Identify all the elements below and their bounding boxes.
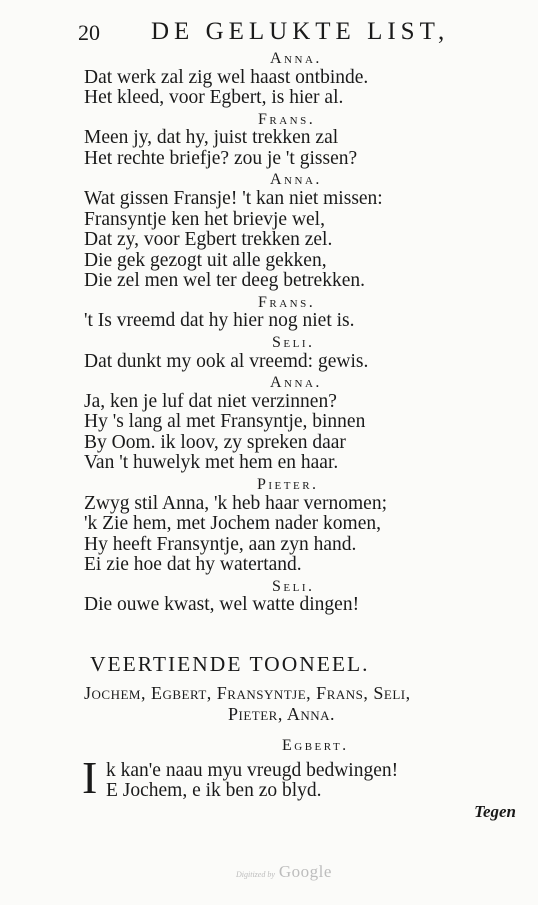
verse-line: 't Is vreemd dat hy hier nog niet is.: [84, 310, 355, 332]
speaker-name: Anna.: [270, 374, 322, 392]
speaker-name: Seli.: [272, 334, 315, 351]
speaker-name: Seli.: [272, 577, 315, 595]
verse-line: E Jochem, e ik ben zo blyd.: [106, 780, 322, 801]
verse-line: k kan'e naau myu vreugd bedwingen!: [106, 760, 399, 781]
speaker-name: Frans.: [258, 110, 316, 128]
speaker-name: Pieter.: [257, 476, 319, 493]
verse-line: Fransyntje ken het brievje wel,: [84, 208, 325, 230]
cast-list-line-2: Pieter, Anna.: [228, 704, 336, 724]
catchword: Tegen: [474, 802, 516, 821]
verse-line: By Oom. ik loov, zy spreken daar: [84, 431, 346, 453]
verse-line: Ja, ken je luf dat niet verzinnen?: [84, 390, 337, 412]
verse-line: Zwyg stil Anna, 'k heb haar vernomen;: [84, 492, 387, 514]
verse-line: Dat zy, voor Egbert trekken zel.: [84, 229, 333, 251]
speaker-name: Anna.: [270, 171, 322, 189]
verse-line: Hy heeft Fransyntje, aan zyn hand.: [84, 533, 357, 555]
cast-list-line-1: Jochem, Egbert, Fransyntje, Frans, Seli,: [84, 683, 411, 703]
verse-line: Van 't huwelyk met hem en haar.: [84, 452, 339, 474]
verse-line: Ei zie hoe dat hy watertand.: [84, 554, 302, 576]
verse-line: Dat dunkt my ook al vreemd: gewis.: [84, 350, 369, 372]
watermark-prefix: Digitized by: [236, 870, 275, 879]
speaker-name: Frans.: [258, 293, 316, 311]
verse-line: Hy 's lang al met Fransyntje, binnen: [84, 411, 366, 433]
verse-line: Die zel men wel ter deeg betrekken.: [84, 270, 365, 292]
running-title: DE GELUKTE LIST,: [151, 18, 450, 45]
verse-line: Het kleed, voor Egbert, is hier al.: [84, 87, 344, 109]
drop-cap: I: [82, 752, 98, 803]
verse-line: Wat gissen Fransje! 't kan niet missen:: [84, 187, 383, 209]
verse-line: Meen jy, dat hy, juist trekken zal: [84, 127, 339, 149]
verse-line: Dat werk zal zig wel haast ontbinde.: [84, 66, 369, 88]
speaker-name: Egbert.: [282, 737, 349, 754]
scene-heading: VEERTIENDE TOONEEL.: [90, 652, 370, 676]
digitization-watermark: [236, 862, 332, 882]
speaker-name: Anna.: [270, 50, 322, 67]
page-number: 20: [78, 20, 100, 45]
verse-line: Die gek gezogt uit alle gekken,: [84, 249, 327, 271]
running-header: [78, 18, 508, 48]
verse-line: Het rechte briefje? zou je 't gissen?: [84, 147, 358, 169]
verse-line: 'k Zie hem, met Jochem nader komen,: [84, 513, 382, 535]
verse-line: Die ouwe kwast, wel watte dingen!: [84, 594, 360, 616]
watermark-brand: Google: [278, 862, 332, 881]
